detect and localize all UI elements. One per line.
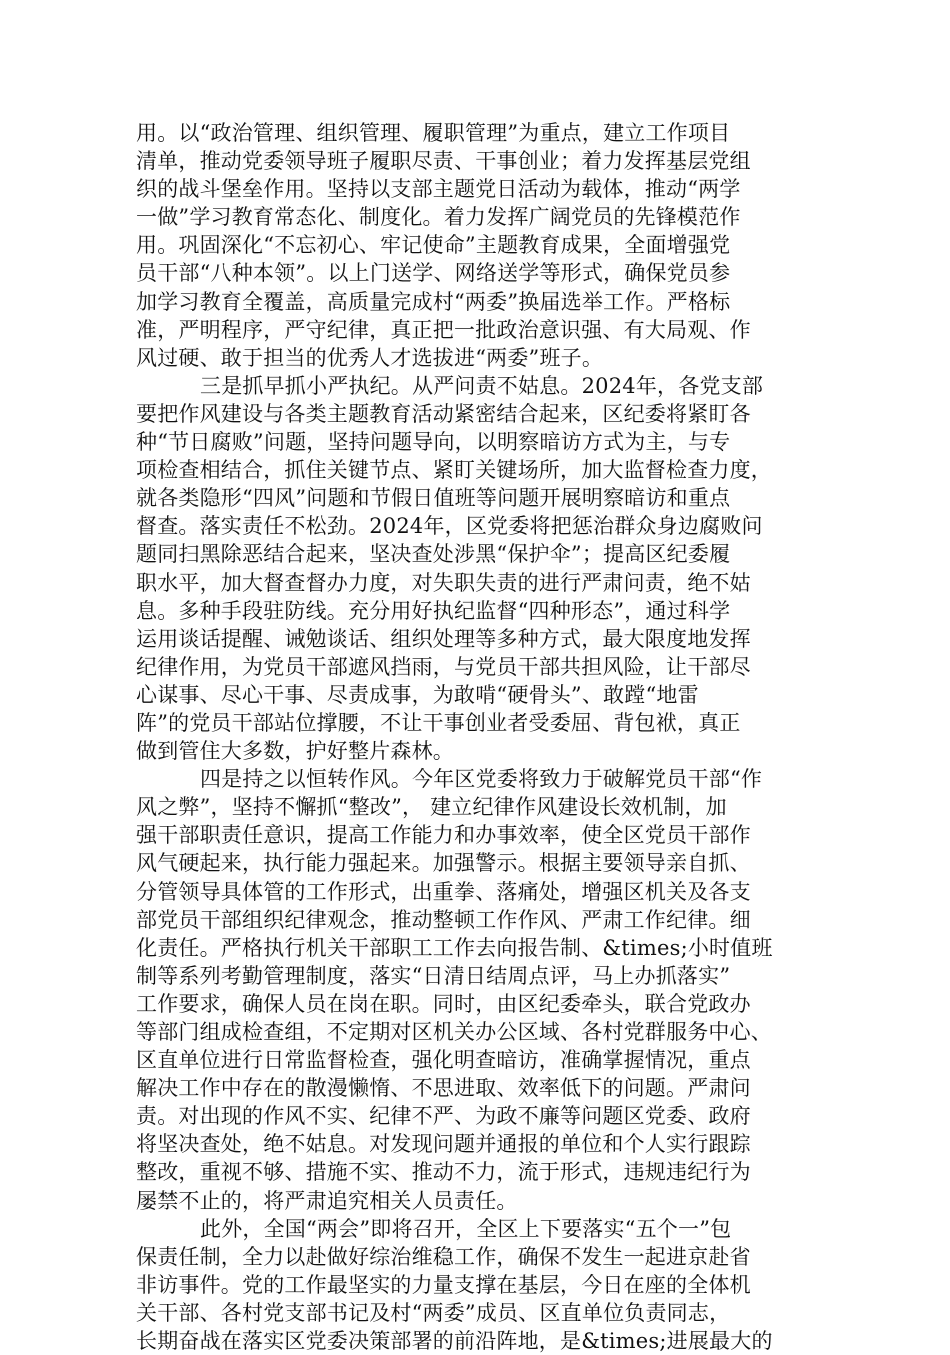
text-line: 三是抓早抓小严执纪。从严问责不姑息。2024年，各党支部 [200, 373, 764, 398]
text-line: 责。对出现的作风不实、纪律不严、为政不廉等问题区党委、政府 [136, 1104, 751, 1129]
text-line: 督查。落实责任不松劲。2024年，区党委将把惩治群众身边腐败问 [136, 514, 763, 539]
text-line: 将坚决查处，绝不姑息。对发现问题并通报的单位和个人实行跟踪 [136, 1132, 751, 1157]
text-line: 纪律作用，为党员干部遮风挡雨，与党员干部共担风险，让干部尽 [136, 654, 751, 679]
text-line: 保责任制，全力以赴做好综治维稳工作，确保不发生一起进京赴省 [136, 1244, 751, 1269]
text-line: 整改，重视不够、措施不实、推动不力，流于形式，违规违纪行为 [136, 1160, 751, 1185]
text-line: 风气硬起来，执行能力强起来。加强警示。根据主要领导亲自抓、 [136, 851, 751, 876]
text-line: 工作要求，确保人员在岗在职。同时，由区纪委牵头，联合党政办 [136, 991, 751, 1016]
text-line: 题同扫黑除恶结合起来，坚决查处涉黑“保护伞”；提高区纪委履 [136, 542, 731, 567]
text-line: 解决工作中存在的散漫懒惰、不思进取、效率低下的问题。严肃问 [136, 1076, 751, 1101]
text-line: 屡禁不止的，将严肃追究相关人员责任。 [136, 1188, 518, 1213]
text-line: 一做”学习教育常态化、制度化。着力发挥广阔党员的先锋模范作 [136, 205, 741, 230]
text-line: 等部门组成检查组，不定期对区机关办公区域、各村党群服务中心、 [136, 1020, 772, 1044]
text-line: 织的战斗堡垒作用。坚持以支部主题党日活动为载体，推动“两学 [136, 177, 741, 202]
text-line: 加学习教育全覆盖，高质量完成村“两委”换届选举工作。严格标 [136, 289, 731, 314]
text-line: 长期奋战在落实区党委决策部署的前沿阵地，是&times;进展最大的 [136, 1329, 773, 1354]
text-line: 准，严明程序，严守纪律，真正把一批政治意识强、有大局观、作 [136, 317, 751, 342]
text-line: 运用谈话提醒、诫勉谈话、组织处理等多种方式，最大限度地发挥 [136, 626, 751, 651]
text-line: 四是持之以恒转作风。今年区党委将致力于破解党员干部“作 [200, 767, 763, 792]
text-line: 区直单位进行日常监督检查，强化明查暗访，准确掌握情况，重点 [136, 1048, 751, 1073]
text-line: 用。以“政治管理、组织管理、履职管理”为重点，建立工作项目 [136, 121, 731, 145]
text-line: 阵”的党员干部站位撑腰，不让干事创业者受委屈、背包袱，真正 [136, 710, 741, 735]
text-line: 心谋事、尽心干事、尽责成事，为敢啃“硬骨头”、敢蹚“地雷 [136, 682, 699, 707]
text-line: 制等系列考勤管理制度，落实“日清日结周点评，马上办抓落实” [136, 963, 731, 988]
text-line: 化责任。严格执行机关干部职工工作去向报告制、&times;小时值班 [136, 935, 773, 960]
text-line: 要把作风建设与各类主题教育活动紧密结合起来，区纪委将紧盯各 [136, 401, 751, 426]
text-line: 风过硬、敢于担当的优秀人才选拔进“两委”班子。 [136, 345, 604, 370]
text-line: 清单，推动党委领导班子履职尽责、干事创业；着力发挥基层党组 [136, 149, 751, 174]
text-line: 此外，全国“两会”即将召开，全区上下要落实“五个一”包 [200, 1216, 732, 1241]
text-line: 职水平，加大督查督办力度，对失职失责的进行严肃问责，绝不姑 [136, 570, 751, 595]
text-line: 项检查相结合，抓住关键节点、紧盯关键场所，加大监督检查力度， [136, 458, 772, 483]
text-line: 风之弊”，坚持不懈抓“整改”， 建立纪律作风建设长效机制，加 [136, 795, 727, 820]
text-line: 强干部职责任意识，提高工作能力和办事效率，使全区党员干部作 [136, 823, 751, 848]
text-line: 分管领导具体管的工作形式，出重拳、落痛处，增强区机关及各支 [136, 879, 751, 904]
document-body [136, 119, 824, 1355]
text-line: 员干部“八种本领”。以上门送学、网络送学等形式，确保党员参 [136, 261, 731, 286]
text-line: 种“节日腐败”问题，坚持问题导向，以明察暗访方式为主，与专 [136, 430, 731, 455]
text-line: 部党员干部组织纪律观念，推动整顿工作作风、严肃工作纪律。细 [136, 907, 751, 932]
text-line: 做到管住大多数，护好整片森林。 [136, 739, 454, 764]
text-line: 就各类隐形“四风”问题和节假日值班等问题开展明察暗访和重点 [136, 486, 731, 511]
text-line: 非访事件。党的工作最坚实的力量支撑在基层，今日在座的全体机 [136, 1272, 751, 1297]
text-line: 息。多种手段驻防线。充分用好执纪监督“四种形态”，通过科学 [136, 598, 731, 623]
text-line: 关干部、各村党支部书记及村“两委”成员、区直单位负责同志， [136, 1300, 731, 1325]
text-line: 用。巩固深化“不忘初心、牢记使命”主题教育成果，全面增强党 [136, 233, 731, 258]
